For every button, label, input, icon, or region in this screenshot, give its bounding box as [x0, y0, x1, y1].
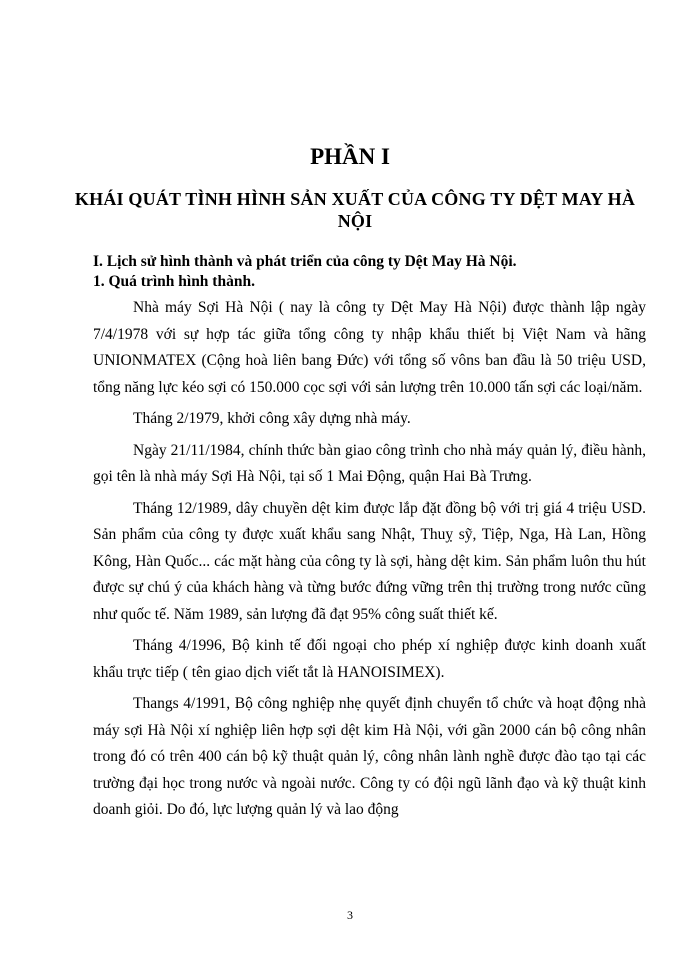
paragraph: Ngày 21/11/1984, chính thức bàn giao công trình cho nhà máy quản lý, điều hành, gọi tên là nhà máy Sợi Hà Nội, tại số 1 Mai Động, quận Hai Bà Trưng.: [93, 441, 646, 485]
page-number: 3: [347, 908, 353, 922]
paragraph: Tháng 12/1989, dây chuyền dệt kim được lắp đặt đồng bộ với trị giá 4 triệu USD. Sản phẩm của công ty được xuất khẩu sang Nhật, Thuỵ sỹ, Tiệp, Nga, Hà Lan, Hồng Kông, Hàn Quốc... các mặt hàng của công ty là sợi, hàng dệt kim. Sản phẩm luôn thu hút được sự chú ý của khách hàng và từng bước đứng vững trên thị trường trong nước cũng như quốc tế. Năm 1989, sản lượng đã đạt 95% công suất thiết kế.: [93, 499, 646, 623]
paragraph: Nhà máy Sợi Hà Nội ( nay là công ty Dệt May Hà Nội) được thành lập ngày 7/4/1978 với sự hợp tác giữa tổng công ty nhập khẩu thiết bị Việt Nam và hãng UNIONMATEX (Cộng hoà liên bang Đức) với tổng số vôns ban đầu là 50 triệu USD, tổng năng lực kéo sợi có 150.000 cọc sợi với sản lượng trên 10.000 tấn sợi các loại/năm.: [93, 299, 646, 396]
body-text: [93, 295, 646, 829]
part-title: PHẦN I: [310, 144, 390, 169]
paragraph: Thangs 4/1991, Bộ công nghiệp nhẹ quyết định chuyển tổ chức và hoạt động nhà máy sợi Hà Nội xí nghiệp liên hợp sợi dệt kim Hà Nội, với gần 2000 cán bộ công nhân trong đó có trên 400 cán bộ kỹ thuật quản lý, công nhân lành nghề được đào tạo tại các trường đại học trong nước và ngoài nước. Công ty có đội ngũ lãnh đạo và kỹ thuật kinh doanh giỏi. Do đó, lực lượng quản lý và lao động: [93, 695, 646, 818]
paragraph: Tháng 2/1979, khởi công xây dựng nhà máy.: [133, 410, 411, 427]
main-title: KHÁI QUÁT TÌNH HÌNH SẢN XUẤT CỦA CÔNG TY DỆT MAY HÀ NỘI: [74, 189, 636, 231]
section-heading: I. Lịch sử hình thành và phát triển của công ty Dệt May Hà Nội.: [93, 253, 517, 270]
paragraph: Tháng 4/1996, Bộ kinh tế đối ngoại cho phép xí nghiệp được kinh doanh xuất khẩu trực tiếp ( tên giao dịch viết tắt là HANOISIMEX).: [93, 637, 646, 681]
sub-heading: 1. Quá trình hình thành.: [93, 273, 255, 290]
